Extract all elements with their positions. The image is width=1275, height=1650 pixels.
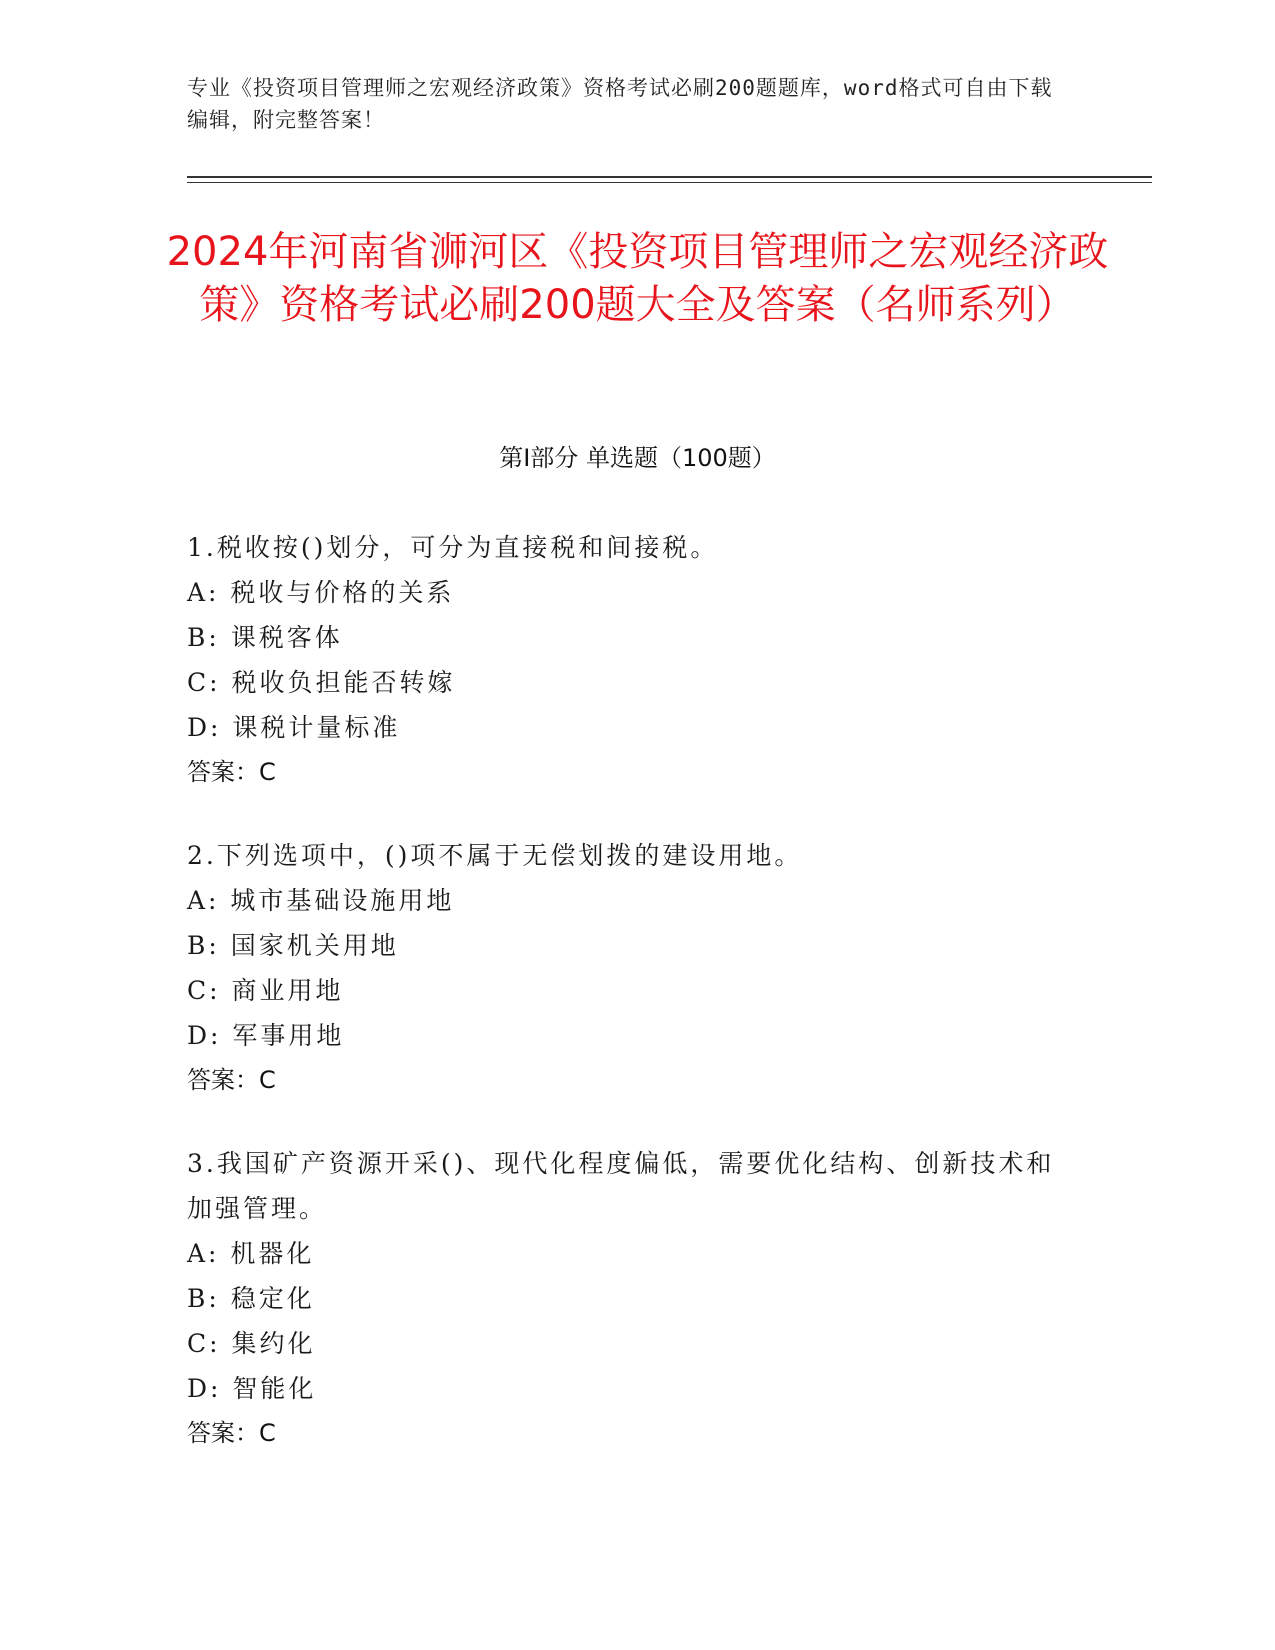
question-1 <box>187 525 1067 795</box>
option-b: B: 国家机关用地 <box>187 931 399 960</box>
option-d: D: 军事用地 <box>187 1021 345 1050</box>
option-c: C: 税收负担能否转嫁 <box>187 668 456 697</box>
section-title: 第Ⅰ部分 单选题（100题） <box>499 444 776 472</box>
option-b: B: 稳定化 <box>187 1284 315 1313</box>
option-c: C: 集约化 <box>187 1329 316 1358</box>
option-c: C: 商业用地 <box>187 976 344 1005</box>
option-d: D: 课税计量标准 <box>187 713 401 742</box>
option-a: A: 税收与价格的关系 <box>187 578 455 607</box>
header-divider-thick <box>187 176 1152 178</box>
answer: 答案：C <box>187 1419 276 1447</box>
document-header: 专业《投资项目管理师之宏观经济政策》资格考试必刷200题题库，word格式可自由下载编辑，附完整答案！ <box>187 76 1053 132</box>
question-stem: 1.税收按()划分，可分为直接税和间接税。 <box>187 533 719 562</box>
question-list <box>187 525 1067 1494</box>
question-stem: 3.我国矿产资源开采()、现代化程度偏低，需要优化结构、创新技术和加强管理。 <box>187 1149 1055 1223</box>
question-2 <box>187 833 1067 1103</box>
option-d: D: 智能化 <box>187 1374 317 1403</box>
answer: 答案：C <box>187 1066 276 1094</box>
question-3 <box>187 1141 1067 1456</box>
answer: 答案：C <box>187 758 276 786</box>
option-a: A: 机器化 <box>187 1239 315 1268</box>
document-title: 2024年河南省浉河区《投资项目管理师之宏观经济政策》资格考试必刷200题大全及答案（名师系列） <box>166 229 1109 328</box>
option-a: A: 城市基础设施用地 <box>187 886 455 915</box>
question-stem: 2.下列选项中，()项不属于无偿划拨的建设用地。 <box>187 841 803 870</box>
header-divider-thin <box>187 182 1152 183</box>
option-b: B: 课税客体 <box>187 623 343 652</box>
